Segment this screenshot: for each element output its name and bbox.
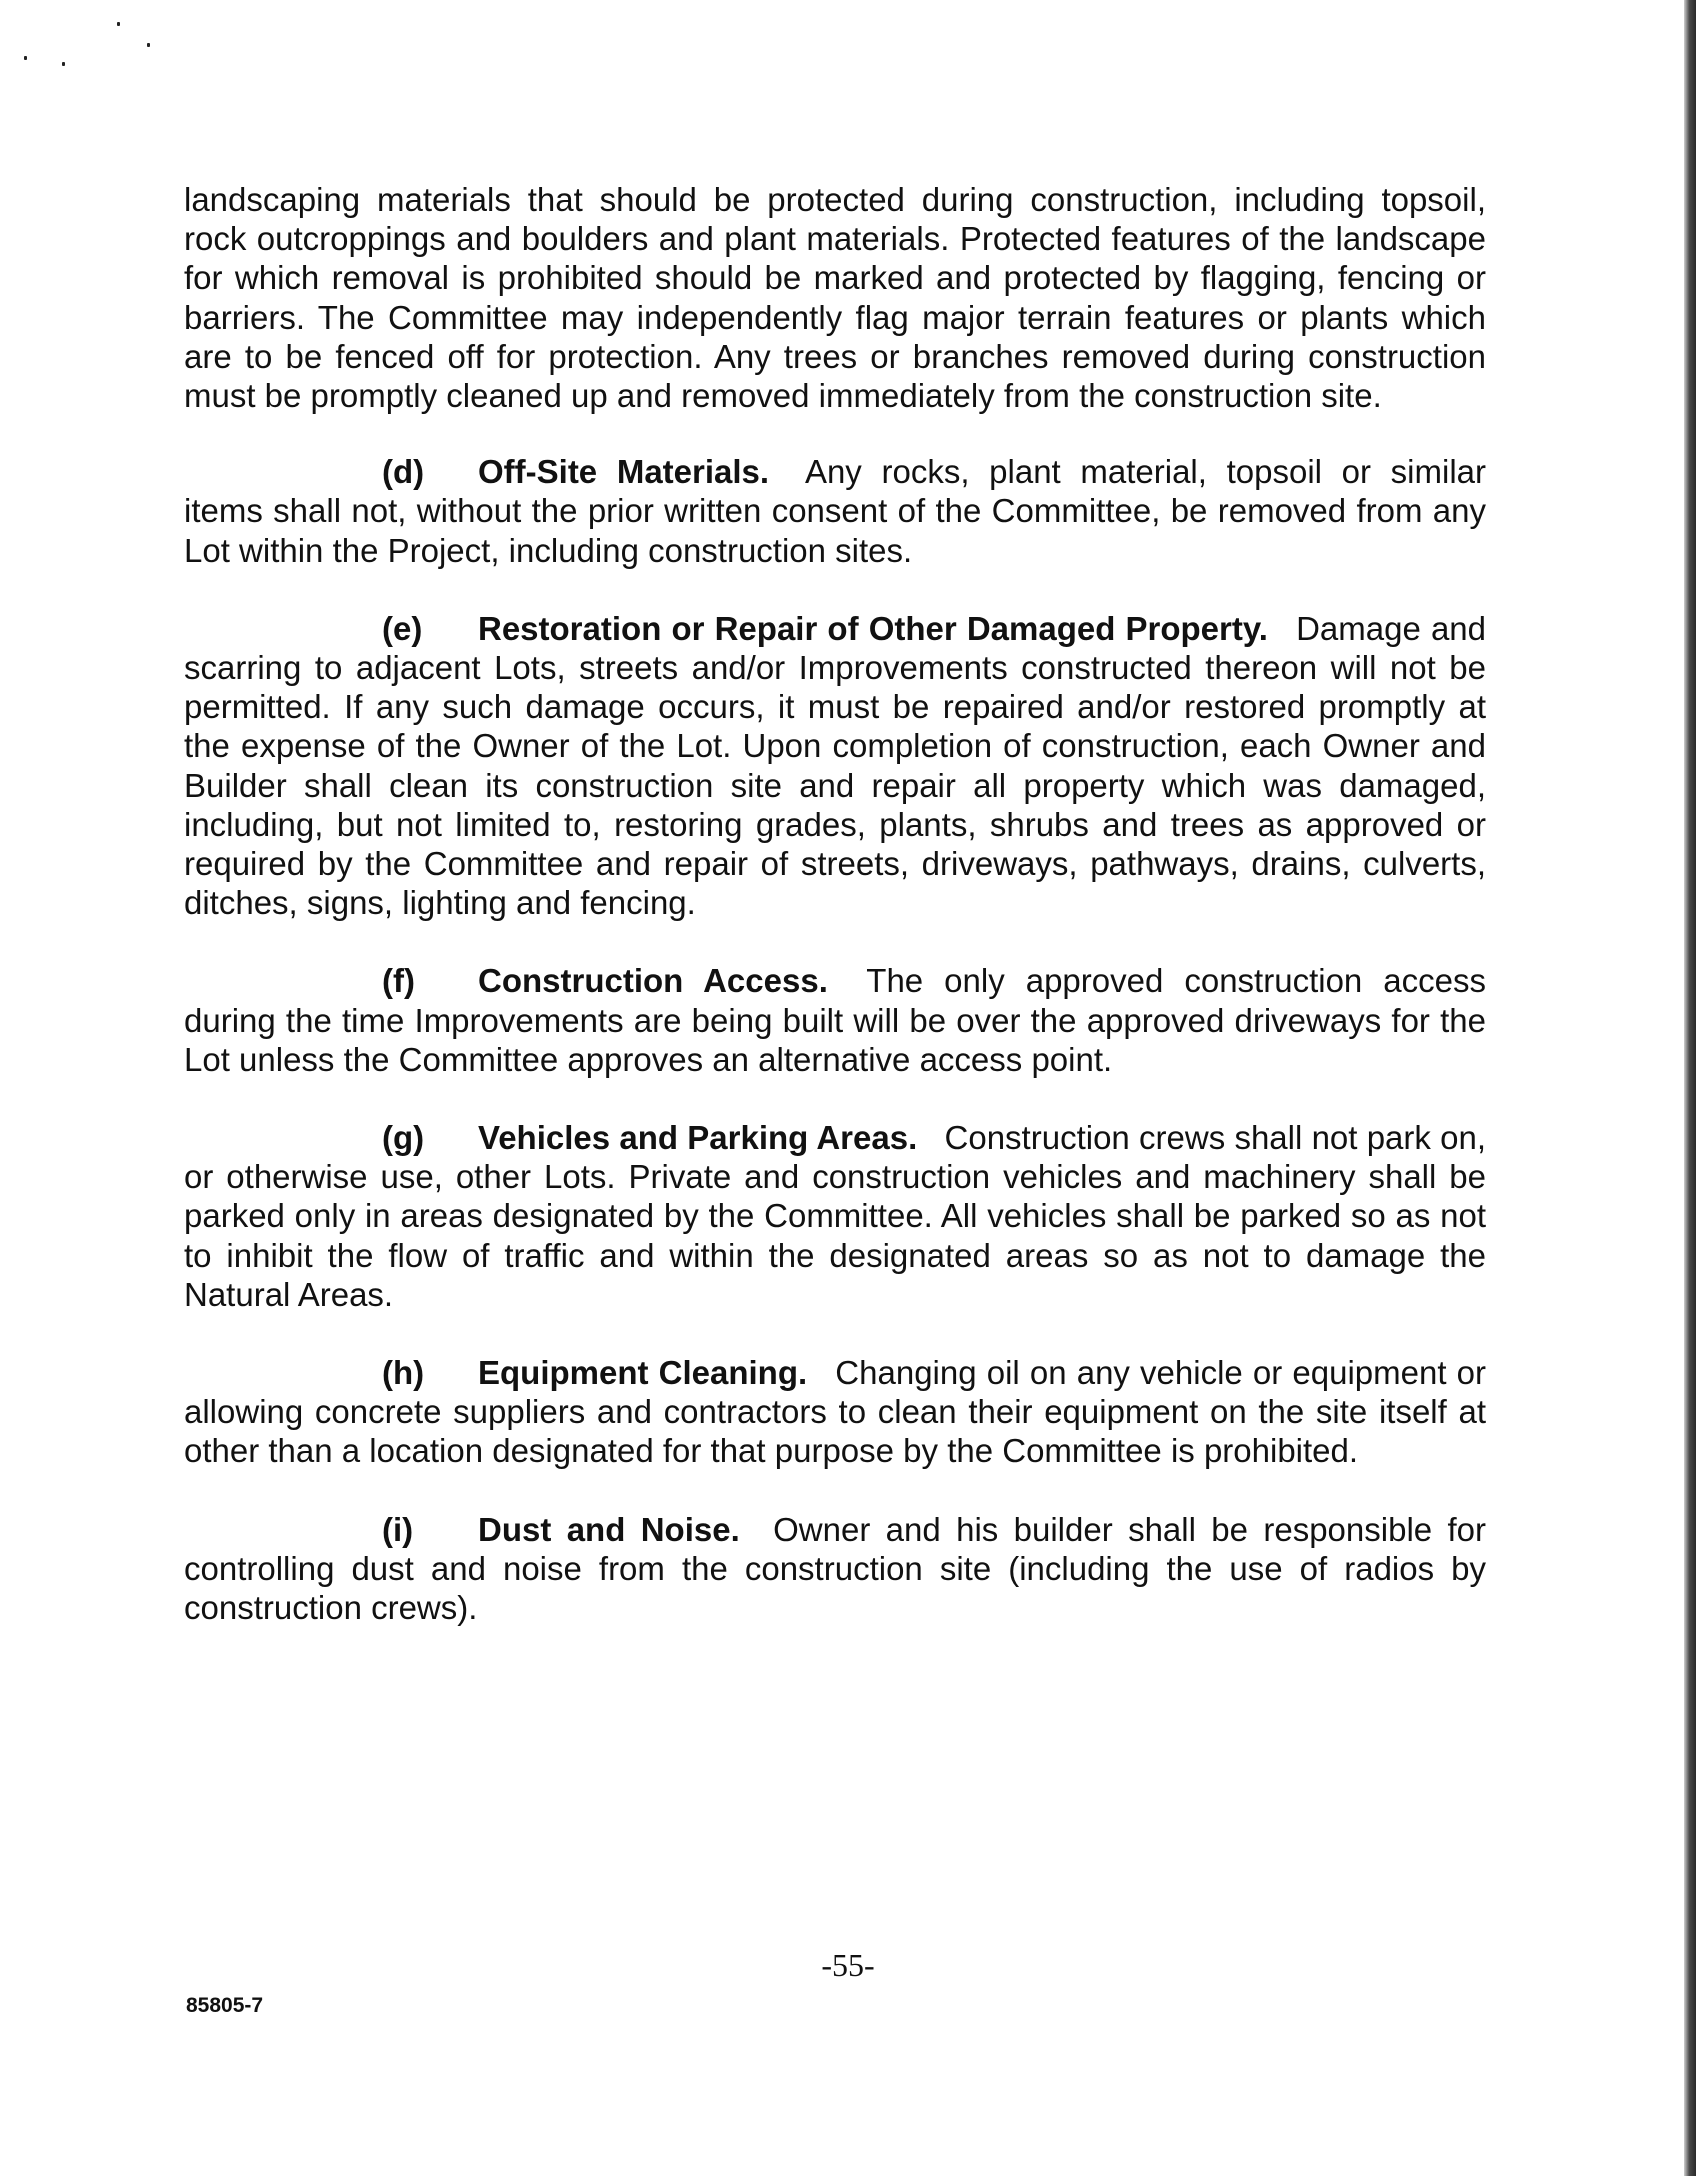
- paragraph-g: [184, 1118, 1486, 1314]
- scan-speck: [147, 43, 150, 47]
- paragraph-f: [184, 961, 1486, 1079]
- paragraph-heading: Equipment Cleaning.: [478, 1354, 808, 1392]
- paragraph-h: [184, 1353, 1486, 1471]
- paragraph-heading: Construction Access.: [478, 962, 828, 1000]
- paragraph-text: Construction crews shall not park on, or otherwise use, other Lots. Private and construction vehicles and machinery shall be parked only in areas designated by the Committee. All vehicles shall be parked so as not to inhibit the flow of traffic and within the designated areas so as not to damage the Natural Areas.: [184, 1119, 1487, 1313]
- paragraph-heading: Restoration or Repair of Other Damaged Property.: [478, 609, 1268, 647]
- paragraph-heading: Off-Site Materials.: [478, 453, 770, 491]
- paragraph-text: Changing oil on any vehicle or equipment or allowing concrete suppliers and contractors to clean their equipment on the site itself at other than a location designated for that purpose by the Committee is prohibited.: [184, 1354, 1486, 1470]
- scan-edge-shadow: [1684, 0, 1696, 2176]
- paragraph-text: landscaping materials that should be protected during construction, including topsoil, rock outcroppings and boulders and plant materials. Protected features of the landscape for which removal is prohibited should be marked and protected by flagging, fencing or barriers. The Committee may independently flag major terrain features or plants which are to be fenced off for protection. Any trees or branches removed during construction must be promptly cleaned up and removed immediately from the construction site.: [184, 181, 1486, 415]
- paragraph-continuation: [184, 180, 1486, 415]
- paragraph-d: [184, 452, 1486, 570]
- paragraph-i: [184, 1510, 1486, 1628]
- scan-speck: [62, 62, 65, 66]
- paragraph-text: Owner and his builder shall be responsible for controlling dust and noise from the construction site (including the use of radios by construction crews).: [184, 1510, 1486, 1627]
- paragraph-enum: (e): [382, 609, 423, 647]
- paragraph-enum: (g): [382, 1119, 425, 1157]
- paragraph-text: Any rocks, plant material, topsoil or similar items shall not, without the prior written consent of the Committee, be removed from any Lot within the Project, including construction sites.: [184, 453, 1486, 569]
- scan-speck: [24, 56, 27, 60]
- paragraph-enum: (h): [382, 1354, 425, 1392]
- paragraph-heading: Vehicles and Parking Areas.: [478, 1119, 918, 1157]
- paragraph-heading: Dust and Noise.: [478, 1510, 740, 1548]
- document-id: 85805-7: [186, 1994, 264, 2017]
- paragraph-text: Damage and scarring to adjacent Lots, streets and/or Improvements constructed thereon will not be permitted. If any such damage occurs, it must be repaired and/or restored promptly at the expense of the Owner of the Lot. Upon completion of construction, each Owner and Builder shall clean its construction site and repair all property which was damaged, including, but not limited to, restoring grades, plants, shrubs and trees as approved or required by the Committee and repair of streets, driveways, pathways, drains, culverts, ditches, signs, lighting and fencing.: [184, 609, 1487, 922]
- paragraph-e: [184, 609, 1486, 923]
- page-number: -55-: [821, 1947, 875, 1983]
- paragraph-enum: (f): [382, 962, 415, 1000]
- document-body: [184, 180, 1486, 1666]
- paragraph-enum: (i): [382, 1510, 414, 1548]
- scan-speck: [117, 22, 120, 26]
- paragraph-text: The only approved construction access during the time Improvements are being built will be over the approved driveways for the Lot unless the Committee approves an alternative access point.: [184, 962, 1486, 1078]
- paragraph-enum: (d): [382, 453, 425, 491]
